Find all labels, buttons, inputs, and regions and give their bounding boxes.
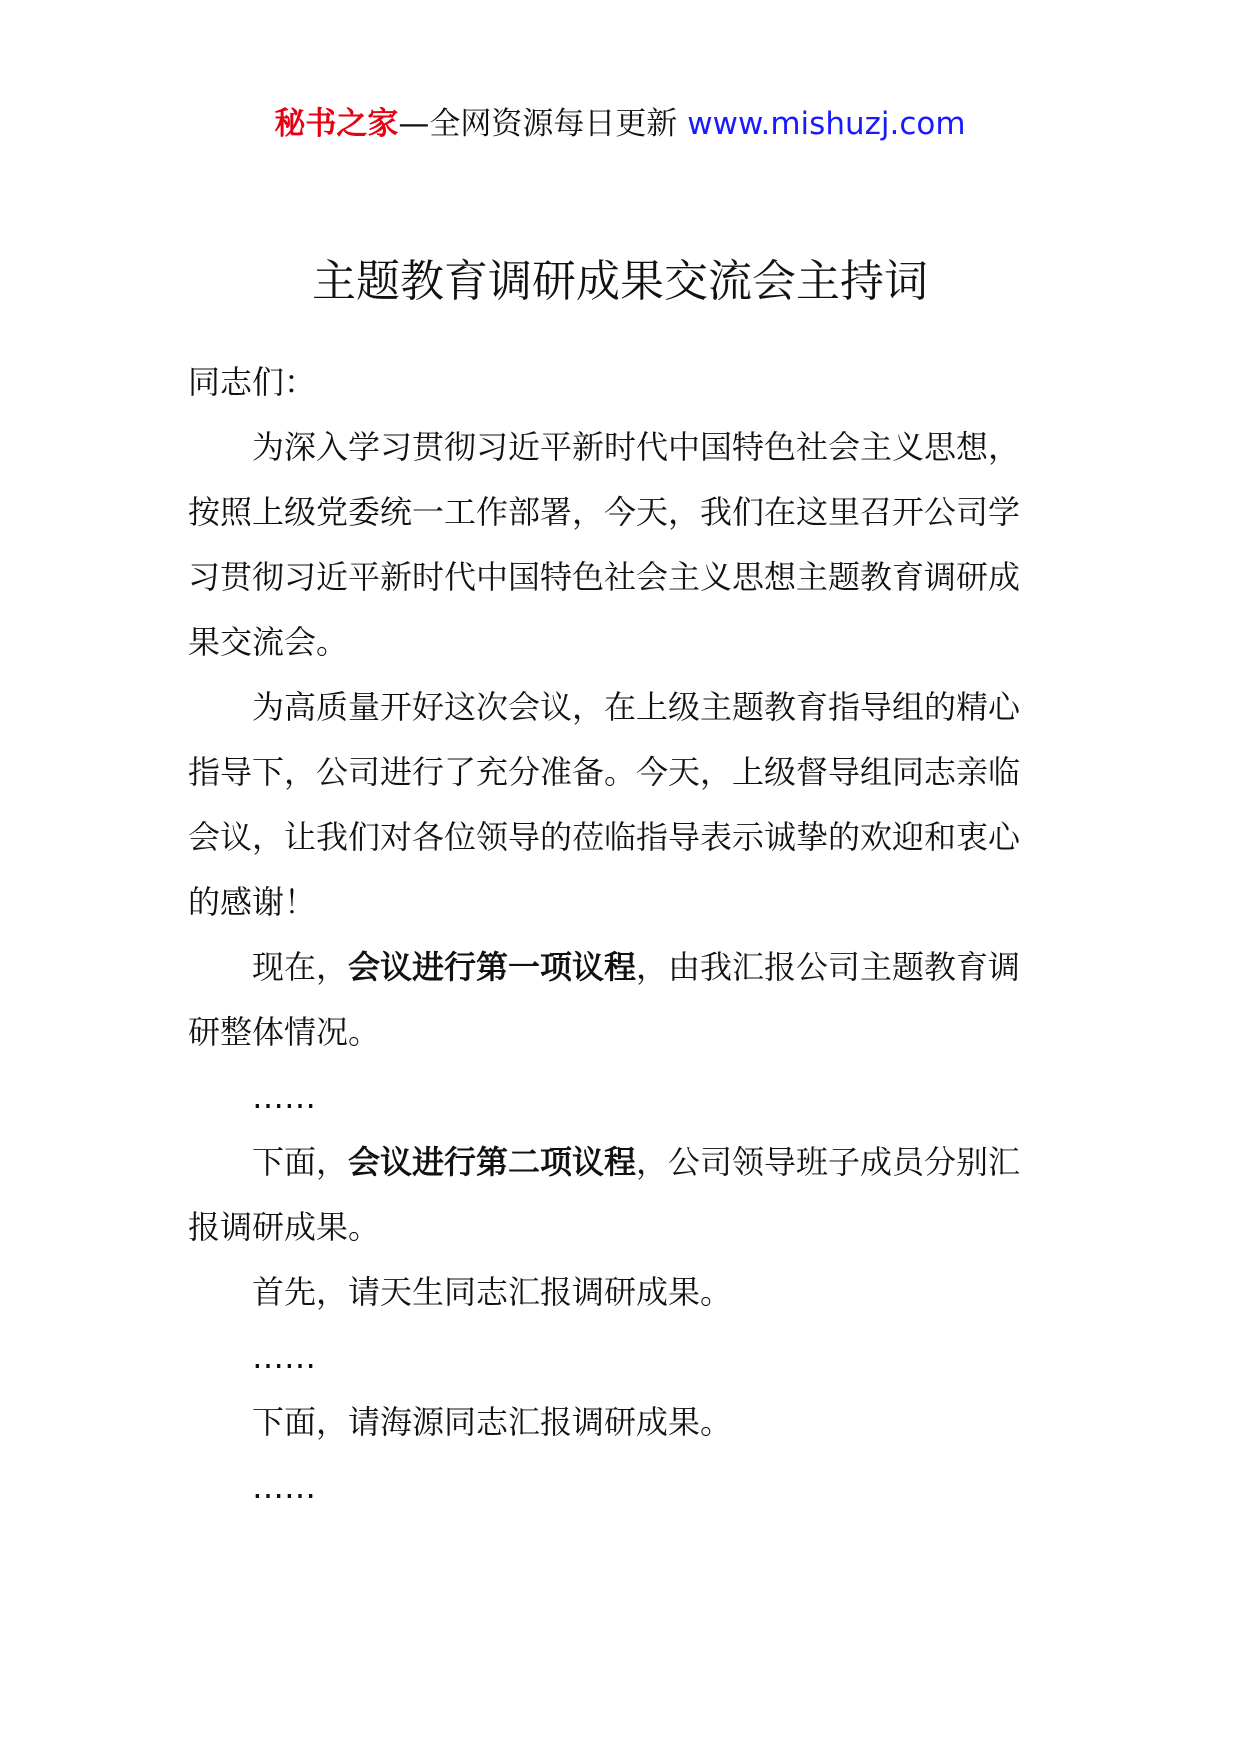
agenda-two-text: ，公司领导班子成员分别汇报调研成果。 [188, 1143, 1021, 1246]
agenda-two-heading: 会议进行第二项议程 [348, 1143, 637, 1181]
site-header [0, 100, 1240, 148]
header-separator: — [398, 106, 430, 142]
paragraph-agenda-two [188, 1130, 1048, 1260]
agenda-one-prefix: 现在， [252, 948, 349, 986]
document-body [188, 350, 1048, 1520]
paragraph-intro: 为深入学习贯彻习近平新时代中国特色社会主义思想，按照上级党委统一工作部署，今天，我们在这里召开公司学习贯彻习近平新时代中国特色社会主义思想主题教育调研成果交流会。 [188, 428, 1021, 661]
agenda-one-text: ，由我汇报公司主题教育调研整体情况。 [188, 948, 1021, 1051]
agenda-two-prefix: 下面， [252, 1143, 349, 1181]
header-slogan: 全网资源每日更新 [429, 106, 678, 142]
paragraph-first-speaker: 首先，请天生同志汇报调研成果。 [252, 1273, 733, 1311]
paragraph-second-speaker: 下面，请海源同志汇报调研成果。 [252, 1403, 733, 1441]
ellipsis-1: …… [252, 1078, 316, 1116]
ellipsis-3: …… [252, 1468, 316, 1506]
salutation: 同志们： [188, 363, 317, 401]
ellipsis-2: …… [252, 1338, 316, 1376]
agenda-one-heading: 会议进行第一项议程 [348, 948, 637, 986]
paragraph-welcome: 为高质量开好这次会议，在上级主题教育指导组的精心指导下，公司进行了充分准备。今天，上级督导组同志亲临会议，让我们对各位领导的莅临指导表示诚挚的欢迎和衷心的感谢！ [188, 688, 1021, 921]
document-title: 主题教育调研成果交流会主持词 [312, 256, 928, 307]
site-brand: 秘书之家 [274, 106, 399, 142]
site-url-link[interactable]: www.mishuzj.com [687, 106, 966, 142]
paragraph-agenda-one [188, 935, 1048, 1065]
